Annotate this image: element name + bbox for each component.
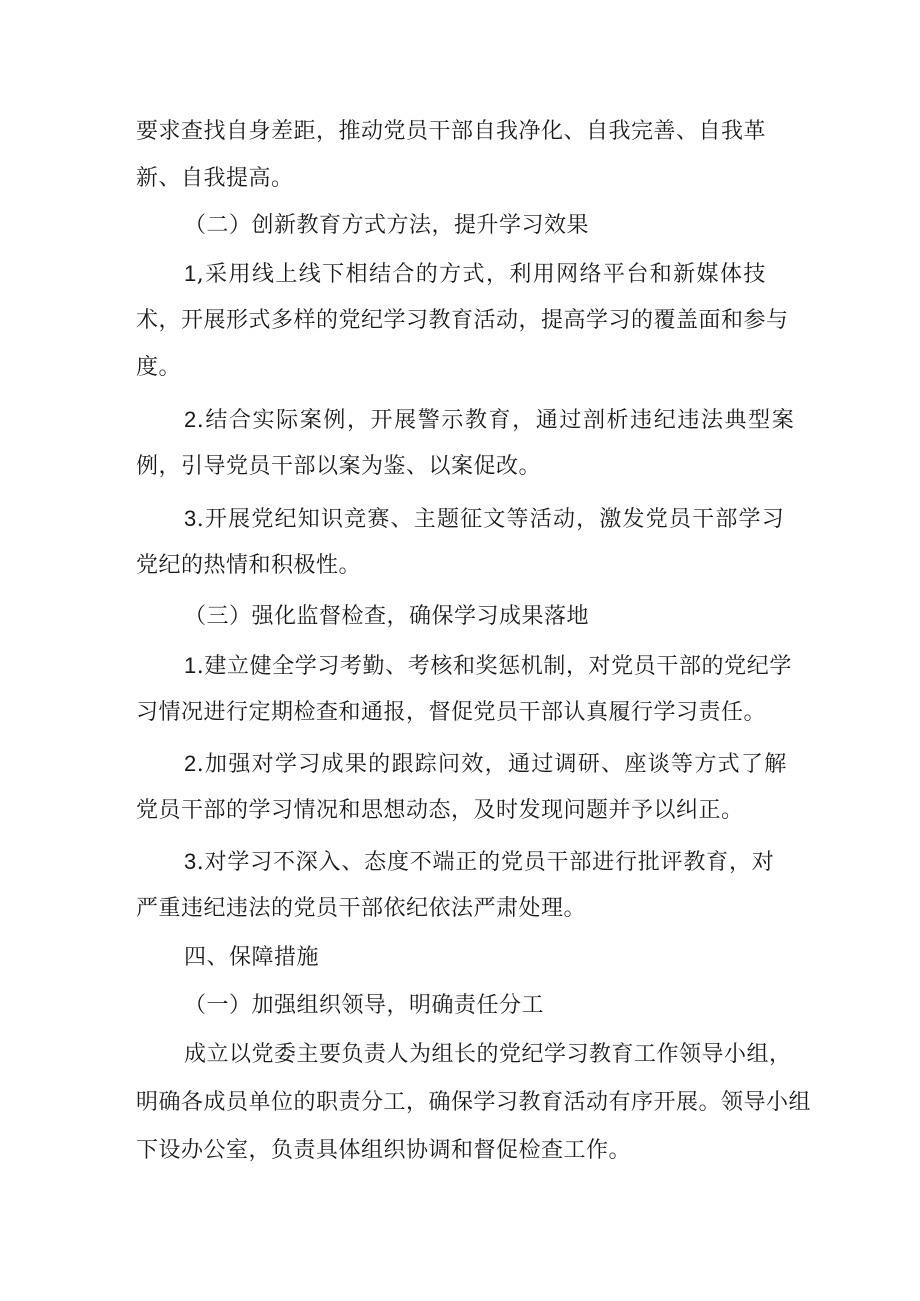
list-item-line [184,847,775,878]
paragraph-line: 下设办公室，负责具体组织协调和督促检查工作。 [136,1138,632,1163]
list-item-line [184,259,767,290]
paragraph-line: 党员干部的学习情况和思想动态，及时发现问题并予以纠正。 [136,798,744,823]
paragraph-line: 术，开展形式多样的党纪学习教育活动，提高学习的覆盖面和参与 [136,308,789,333]
list-number: 2 [184,751,197,776]
list-item-line [184,749,788,780]
list-item-line [184,504,785,535]
list-number: 1 [184,261,197,286]
list-item-text: .建立健全学习考勤、考核和奖惩机制，对党员干部的党纪学 [196,654,792,679]
paragraph-line: 明确各成员单位的职责分工，确保学习教育活动有序开展。领导小组 [136,1090,812,1115]
paragraph-line: 成立以党委主要负责人为组长的党纪学习教育工作领导小组， [184,1042,792,1067]
list-item-text: .加强对学习成果的跟踪问效，通过调研、座谈等方式了解 [196,752,788,777]
paragraph-line: 例，引导党员干部以案为鉴、以案促改。 [136,454,542,479]
list-item-text: .对学习不深入、态度不端正的党员干部进行批评教育，对 [196,850,775,875]
paragraph-line: 要求查找自身差距，推动党员干部自我净化、自我完善、自我革 [136,119,767,144]
section-heading: （一）加强组织领导，明确责任分工 [184,993,545,1018]
list-item-text: ,采用线上线下相结合的方式，利用网络平台和新媒体技 [196,262,767,287]
paragraph-line: 习情况进行定期检查和通报，督促党员干部认真履行学习责任。 [136,700,767,725]
list-item-line [184,651,792,682]
list-number: 3 [184,849,197,874]
section-heading: （三）强化监督检查，确保学习成果落地 [184,604,590,629]
paragraph-line: 党纪的热情和积极性。 [136,553,362,578]
list-item-text: .开展党纪知识竞赛、主题征文等活动，激发党员干部学习 [196,507,785,532]
paragraph-line: 严重违纪违法的党员干部依纪依法严肃处理。 [136,896,587,921]
section-heading: （二）创新教育方式方法，提升学习效果 [184,213,590,238]
list-number: 1 [184,653,197,678]
paragraph-line: 新、自我提高。 [136,166,294,191]
list-item-text: .结合实际案例，开展警示教育，通过剖析违纪违法典型案 [196,408,796,433]
list-number: 2 [184,407,197,432]
list-number: 3 [184,506,197,531]
list-item-line [184,405,795,436]
section-heading: 四、保障措施 [184,945,320,970]
paragraph-line: 度。 [136,355,182,380]
